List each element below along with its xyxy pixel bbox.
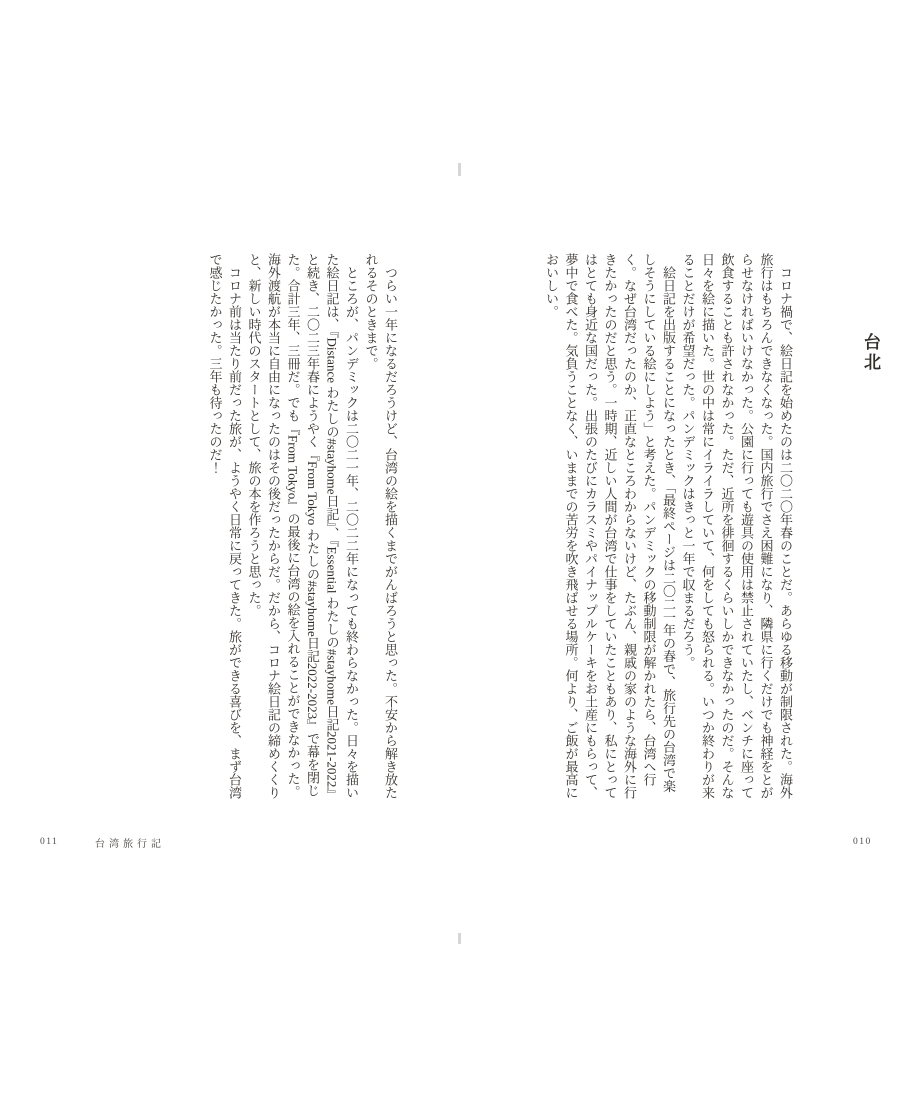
center-fold-mark-bottom — [458, 933, 461, 944]
running-title: 台湾旅行記 — [95, 839, 165, 850]
right-page-body — [485, 253, 795, 802]
paragraph: 絵日記を出版することになったとき、「最終ページは二〇二一年の春で、旅行先の台湾で楽しそうにしている絵にしよう」と考えた。パンデミックの移動制限が解かれたら、台湾へ行く。なぜ台湾だったのか、正直なところわからないけど、たぶん、親戚の家のような海外に行きたかったのだと思う。一時期、近しい人間が台湾で仕事をしていたこともあり、私にとってはとても身近な国だった。出張のたびにカラスミやパイナップルケーキをお土産にもらって、夢中で食べた。気負うことなく、いままでの苦労を吹き飛ばせる場所。何より、ご飯が最高においしい。 — [544, 253, 676, 799]
paragraph: つらい一年になるだろうけど、台湾の絵を描くまでがんばろうと思った。不安から解き放たれるそのときまで。 — [363, 253, 398, 799]
paragraph: コロナ前は当たり前だった旅が、ようやく日常に戻ってきた。旅ができる喜びを、まず台湾で感じたかった。三年も待ったのだ！ — [207, 253, 242, 799]
paragraph: ところが、パンデミックは二〇二一年、二〇二二年になっても終わらなかった。日々を描いた絵日記は、『Distance わたしの#stayhome日記』、『Essential わたしの#stayhome日記2021-2022』と続き、二〇二三年春にようやく『From Tokyo わたしの#stayhome日記2022-2023』で幕を閉じた。合計三年、三冊だ。でも『From Tokyo』の最後に台湾の絵を入れることができなかった。海外渡航が本当に自由になったのはその後だったからだ。だから、コロナ絵日記の締めくくりと、新しい時代のスタートとして、旅の本を作ろうと思った。 — [246, 253, 359, 801]
center-fold-mark-top — [458, 163, 461, 176]
chapter-title: 台北 — [861, 333, 880, 373]
paragraph: コロナ禍で、絵日記を始めたのは二〇二〇年春のことだ。あらゆる移動が制限された。海外旅行はもちろんできなくなった。国内旅行でさえ困難になり、隣県に行くだけでも神経をとがらせなければいけなかった。公園に行っても遊具の使用は禁止されていたし、ベンチに座って飲食することも許されなかった。ただ、近所を徘徊するくらいしかできなかったのだ。そんな日々を絵に描いた。世の中は常にイライラしていて、何をしても怒られる。いつか終わりが来ることだけが希望だった。パンデミックはきっと一年で収まるだろう。 — [680, 253, 793, 799]
left-page-body — [90, 253, 400, 802]
page-number-right: 010 — [853, 837, 872, 847]
page-number-left: 011 — [40, 837, 59, 847]
